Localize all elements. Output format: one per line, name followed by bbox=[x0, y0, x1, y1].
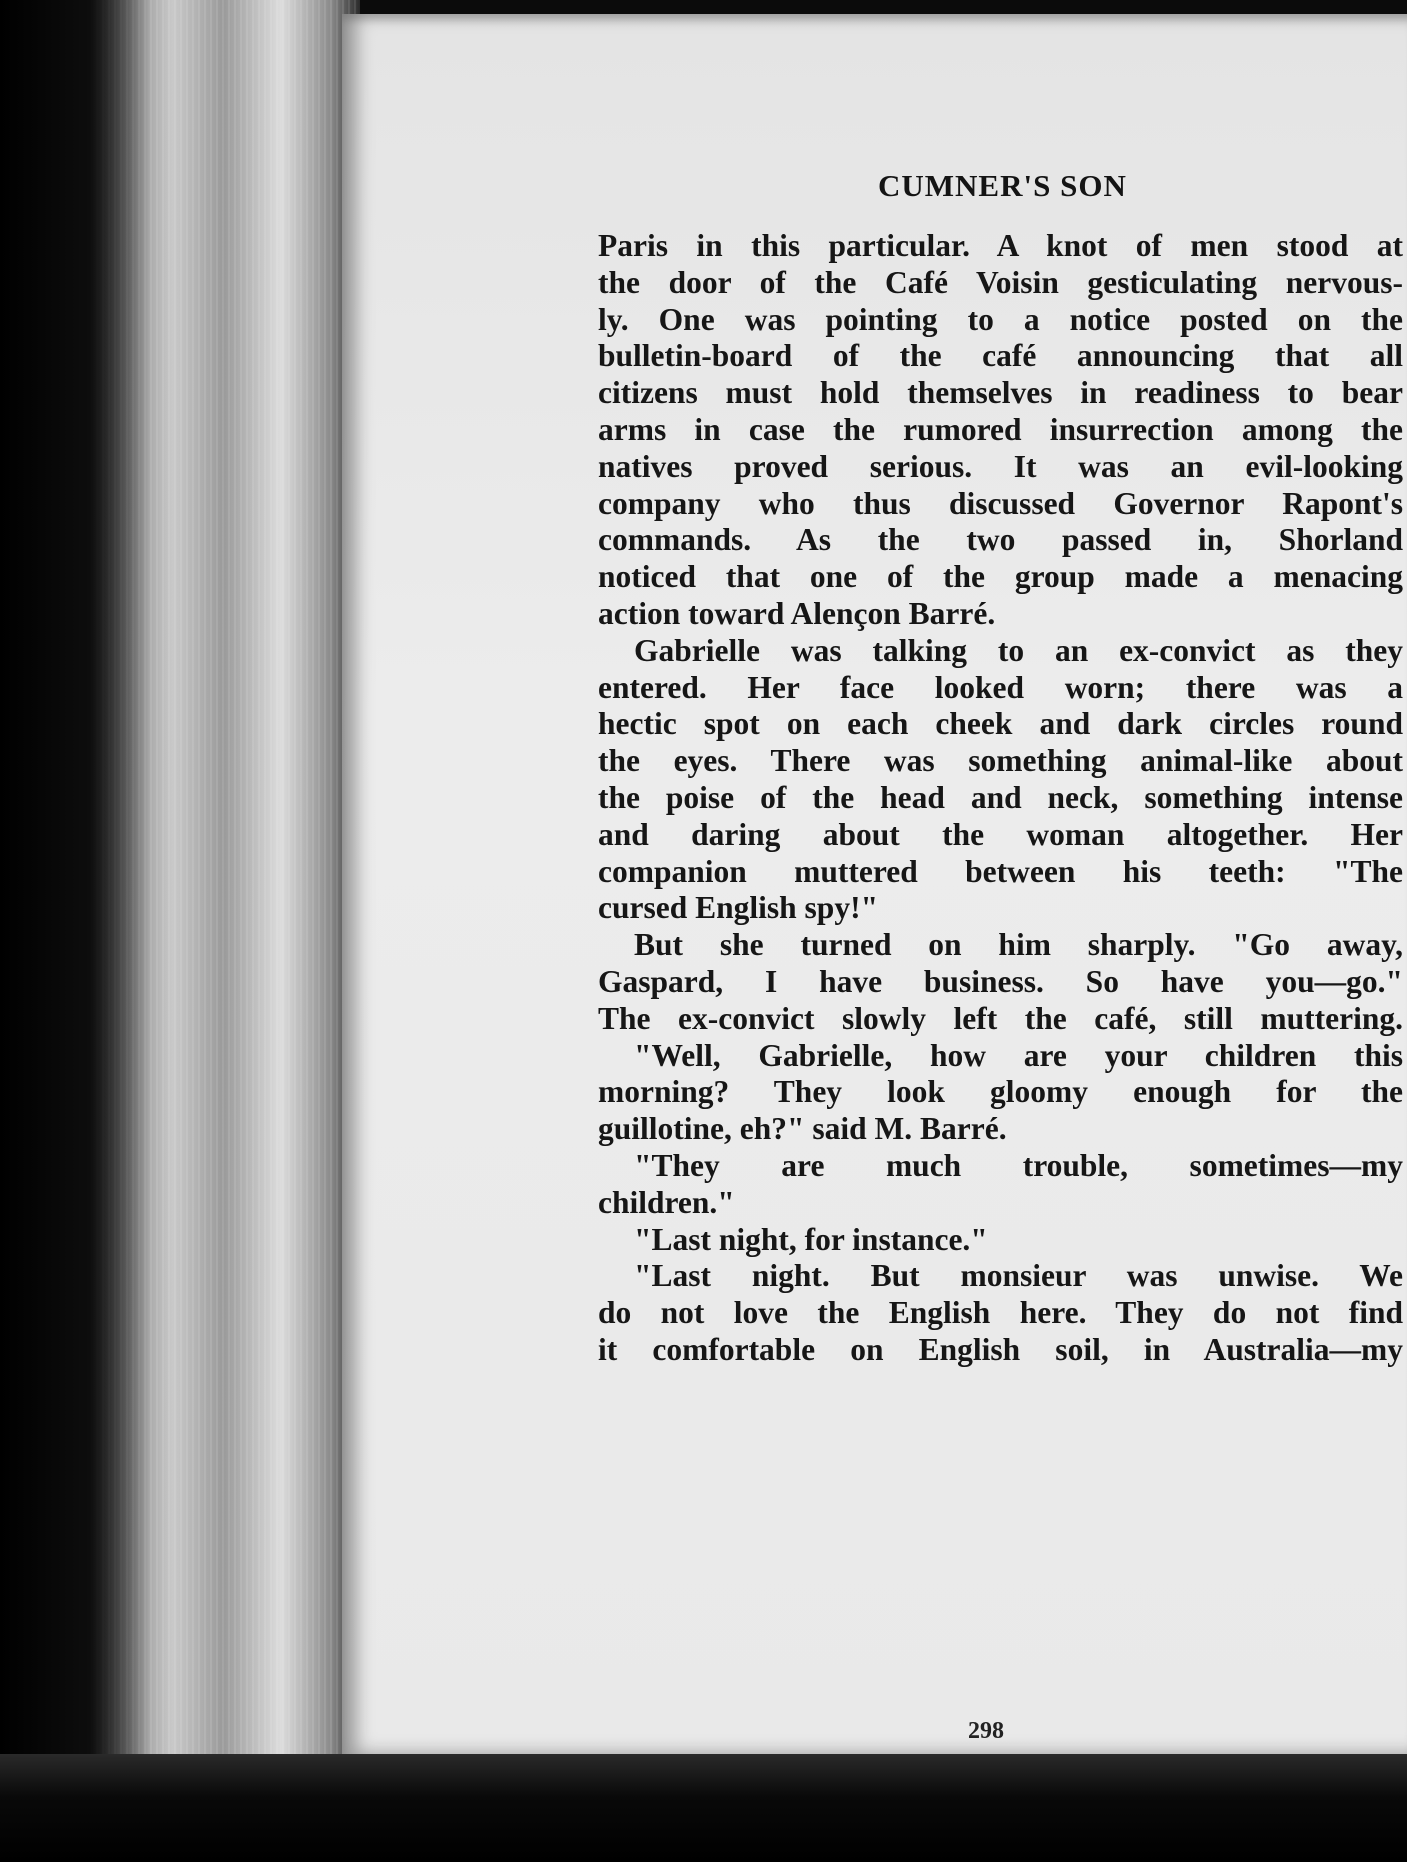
page-number: 298 bbox=[968, 1718, 1004, 1744]
text-line: ly. One was pointing to a notice posted on the bbox=[598, 301, 1403, 337]
text-line: children." bbox=[598, 1184, 735, 1220]
text-line: citizens must hold themselves in readiness to bear bbox=[598, 375, 1403, 411]
text-line: guillotine, eh?" said M. Barré. bbox=[598, 1111, 1007, 1147]
text-line: and daring about the woman altogether. Her bbox=[598, 816, 1403, 852]
text-line: hectic spot on each cheek and dark circles round bbox=[598, 706, 1403, 742]
text-line: company who thus discussed Governor Rapont's bbox=[598, 485, 1403, 521]
text-line: companion muttered between his teeth: "The bbox=[598, 853, 1403, 889]
text-line: "They are much trouble, sometimes—my bbox=[634, 1147, 1403, 1183]
text-line: morning? They look gloomy enough for the bbox=[598, 1074, 1403, 1110]
text-line: action toward Alençon Barré. bbox=[598, 595, 996, 631]
text-line: "Last night. But monsieur was unwise. We bbox=[634, 1258, 1403, 1294]
text-line: do not love the English here. They do not find bbox=[598, 1295, 1403, 1331]
body-text bbox=[598, 228, 1403, 1369]
text-line: the eyes. There was something animal-like about bbox=[598, 743, 1403, 779]
text-line: Paris in this particular. A knot of men stood at bbox=[598, 228, 1403, 263]
gutter-shadow bbox=[0, 0, 150, 1862]
page-bottom-shadow bbox=[0, 1754, 1407, 1862]
text-line: But she turned on him sharply. "Go away, bbox=[634, 927, 1403, 963]
text-line: cursed English spy!" bbox=[598, 890, 879, 926]
running-head: CUMNER'S SON bbox=[878, 168, 1127, 203]
text-line: natives proved serious. It was an evil-looking bbox=[598, 448, 1403, 484]
text-line: entered. Her face looked worn; there was a bbox=[598, 669, 1403, 705]
text-line: bulletin-board of the café announcing that all bbox=[598, 338, 1403, 374]
text-line: "Well, Gabrielle, how are your children this bbox=[634, 1037, 1403, 1073]
text-line: the poise of the head and neck, something intense bbox=[598, 779, 1403, 815]
text-line: commands. As the two passed in, Shorland bbox=[598, 522, 1403, 558]
text-line: noticed that one of the group made a menacing bbox=[598, 559, 1403, 595]
text-line: The ex-convict slowly left the café, still muttering. bbox=[598, 1000, 1403, 1036]
text-line: arms in case the rumored insurrection among the bbox=[598, 411, 1403, 447]
text-line: the door of the Café Voisin gesticulating nervous- bbox=[598, 264, 1403, 300]
text-line: Gabrielle was talking to an ex-convict as they bbox=[634, 632, 1403, 668]
text-line: it comfortable on English soil, in Australia—my bbox=[598, 1331, 1403, 1367]
text-line: "Last night, for instance." bbox=[634, 1221, 988, 1257]
text-line: Gaspard, I have business. So have you—go." bbox=[598, 963, 1403, 999]
